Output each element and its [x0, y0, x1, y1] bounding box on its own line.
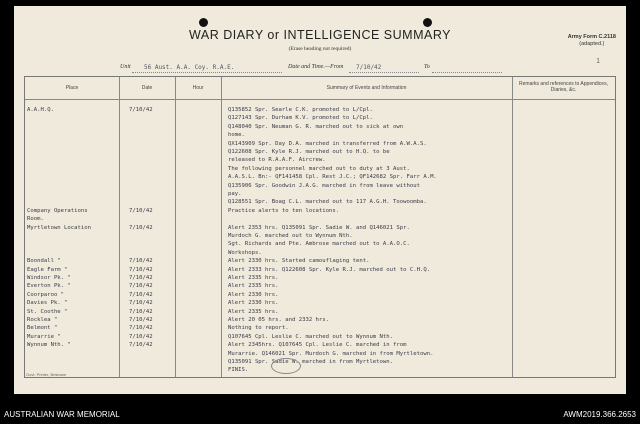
date-dotline — [349, 72, 419, 73]
entry-place: Windsor Pk. " — [27, 275, 71, 281]
entry-text: Alert 2330 hrs. Started camouflaging tent. — [228, 258, 370, 265]
entry-text: Alert 2353 hrs. Q135091 Spr. Sadie W. and Q146021 Spr. — [228, 224, 410, 231]
entry-date: 7/10/42 — [129, 325, 153, 332]
unit-value: 56 Aust. A.A. Coy. R.A.E. — [144, 64, 235, 71]
punch-hole-right — [423, 18, 432, 27]
entry-date: 7/10/42 — [129, 317, 153, 323]
entry-date: 7/10/42 — [129, 333, 153, 340]
entry-text: Alert 2330 hrs. — [228, 291, 279, 298]
entry-date: 7/10/42 — [129, 107, 153, 113]
page-title: WAR DIARY or INTELLIGENCE SUMMARY — [189, 28, 451, 42]
to-label: To — [424, 64, 430, 70]
entry-text: FINIS. — [228, 367, 249, 374]
entry-place: Myrtletown Location — [27, 224, 91, 231]
entry-text: Alert 2333 hrs. Q122608 Spr. Kyle R.J. marched out to C.H.Q. — [228, 266, 431, 273]
entry-text: Alert 2330 hrs. — [228, 300, 279, 307]
entry-date: 7/10/42 — [129, 266, 153, 273]
date-from-value: 7/10/42 — [356, 64, 382, 71]
entry-text: Workshops. — [228, 249, 262, 256]
entry-date: 7/10/42 — [129, 308, 153, 315]
col-header-place: Place — [65, 85, 79, 91]
col-header-remarks: Remarks and references to Appendices, Diaries, &c. — [519, 81, 608, 93]
entry-text: home. — [228, 132, 245, 139]
archive-reference: AWM2019.366.2653 — [563, 410, 636, 419]
entry-place: Room. — [27, 216, 44, 223]
entry-text: Q135091 Spr. Sadie W. marched in from Myrtletown. — [228, 359, 394, 365]
date-label: Date and Time.—From — [288, 64, 344, 70]
col-divider — [512, 77, 513, 377]
entry-text: Alert 2345hrs. Q107645 Cpl. Leslie C. marched in from — [228, 342, 407, 349]
entry-date: 7/10/42 — [129, 283, 153, 290]
army-form-number: Army Form C.2118 — [567, 34, 616, 40]
unit-dotline — [132, 72, 282, 73]
entry-text: QX143909 Spr. Day D.A. marched in transferred from A.W.A.S. — [228, 140, 427, 147]
entry-date: 7/10/42 — [129, 291, 153, 298]
entry-text: Q135852 Spr. Searle C.K. promoted to L/Cpl. — [228, 107, 373, 113]
col-divider — [119, 77, 120, 377]
entry-place: Boondall " — [27, 258, 61, 265]
col-divider — [221, 77, 222, 377]
diary-table — [24, 76, 616, 378]
diary-sheet — [14, 6, 626, 394]
entry-text: Murarrie. Q146021 Spr. Murdoch G. marched in from Myrtletown. — [228, 350, 434, 357]
entry-text: Q122608 Spr. Kyle R.J. marched out to H.Q. to be — [228, 149, 390, 155]
entry-place: Coorparoo " — [27, 291, 65, 298]
entry-text: Alert 2335 hrs. — [228, 308, 279, 315]
archive-credit: AUSTRALIAN WAR MEMORIAL — [4, 410, 120, 419]
entry-date: 7/10/42 — [129, 224, 153, 231]
col-header-date: Date — [141, 85, 153, 91]
entry-place: Davies Pk. " — [27, 300, 68, 307]
header-divider — [25, 99, 615, 100]
entry-date: 7/10/42 — [129, 207, 153, 214]
punch-hole-left — [199, 18, 208, 27]
entry-text: pay. — [228, 191, 242, 197]
entry-text: Q127143 Spr. Durham K.V. promoted to L/Cpl. — [228, 115, 373, 122]
entry-date: 7/10/42 — [129, 275, 153, 281]
entry-text: Q128551 Spr. Boag C.L. marched out to 117 A.G.H. Toowoomba. — [228, 199, 427, 206]
to-dotline — [432, 72, 502, 73]
entry-place: Wynnum Nth. " — [27, 342, 71, 349]
margin-mark: 1 — [596, 58, 600, 65]
printer-imprint: Govt. Printer, Brisbane — [26, 372, 67, 377]
entry-text: Alert 2335 hrs. — [228, 283, 279, 290]
entry-text: Q148040 Spr. Neuman G. R. marched out to sick at own — [228, 123, 404, 130]
army-form-label — [568, 34, 616, 48]
entry-text: Alert 2335 hrs. — [228, 275, 279, 281]
entry-date: 7/10/42 — [129, 258, 153, 265]
stamp-mark — [271, 358, 301, 374]
entry-text: Q107645 Cpl. Leslie C. marched out to Wynnum Nth. — [228, 333, 394, 340]
entry-text: Murdoch G. marched out to Wynnum Nth. — [228, 233, 353, 239]
entry-date: 7/10/42 — [129, 342, 153, 349]
entry-text: Practice alerts to ten locations. — [228, 207, 340, 214]
entry-place: Belmont " — [27, 325, 58, 332]
entry-text: Q135906 Spr. Goodwin J.A.G. marched in from leave without — [228, 182, 420, 189]
entry-place: A.A.H.Q. — [27, 107, 54, 113]
col-header-hour: Hour — [192, 85, 204, 91]
col-header-summary: Summary of Events and Information — [326, 85, 407, 91]
entry-text: Alert 20 05 hrs. and 2332 hrs. — [228, 317, 330, 323]
entry-place: Rocklea " — [27, 317, 58, 323]
entry-text: Nothing to report. — [228, 325, 289, 332]
entry-text: The following personnel marched out to duty at 3 Aust. — [228, 165, 410, 172]
army-form-sub: (adapted.) — [579, 41, 605, 47]
entry-place: St. Coothe " — [27, 308, 68, 315]
entry-text: Sgt. Richards and Pte. Ambrose marched out to A.A.O.C. — [228, 241, 410, 248]
entry-place: Eagle Farm " — [27, 266, 68, 273]
entry-date: 7/10/42 — [129, 300, 153, 307]
page-subtitle: (Erase heading not required) — [288, 46, 352, 52]
entry-text: released to R.A.A.F. Aircrew. — [228, 157, 326, 164]
entry-place: Everton Pk. " — [27, 283, 71, 290]
entry-place: Murarrie " — [27, 333, 61, 340]
entry-text: A.A.S.L. Bn:- QF141458 Cpl. Rest J.C.; QF142682 Spr. Farr A.M. — [228, 174, 437, 181]
entry-place: Company Operations — [27, 207, 88, 214]
unit-label: Unit — [120, 64, 131, 70]
col-divider — [175, 77, 176, 377]
